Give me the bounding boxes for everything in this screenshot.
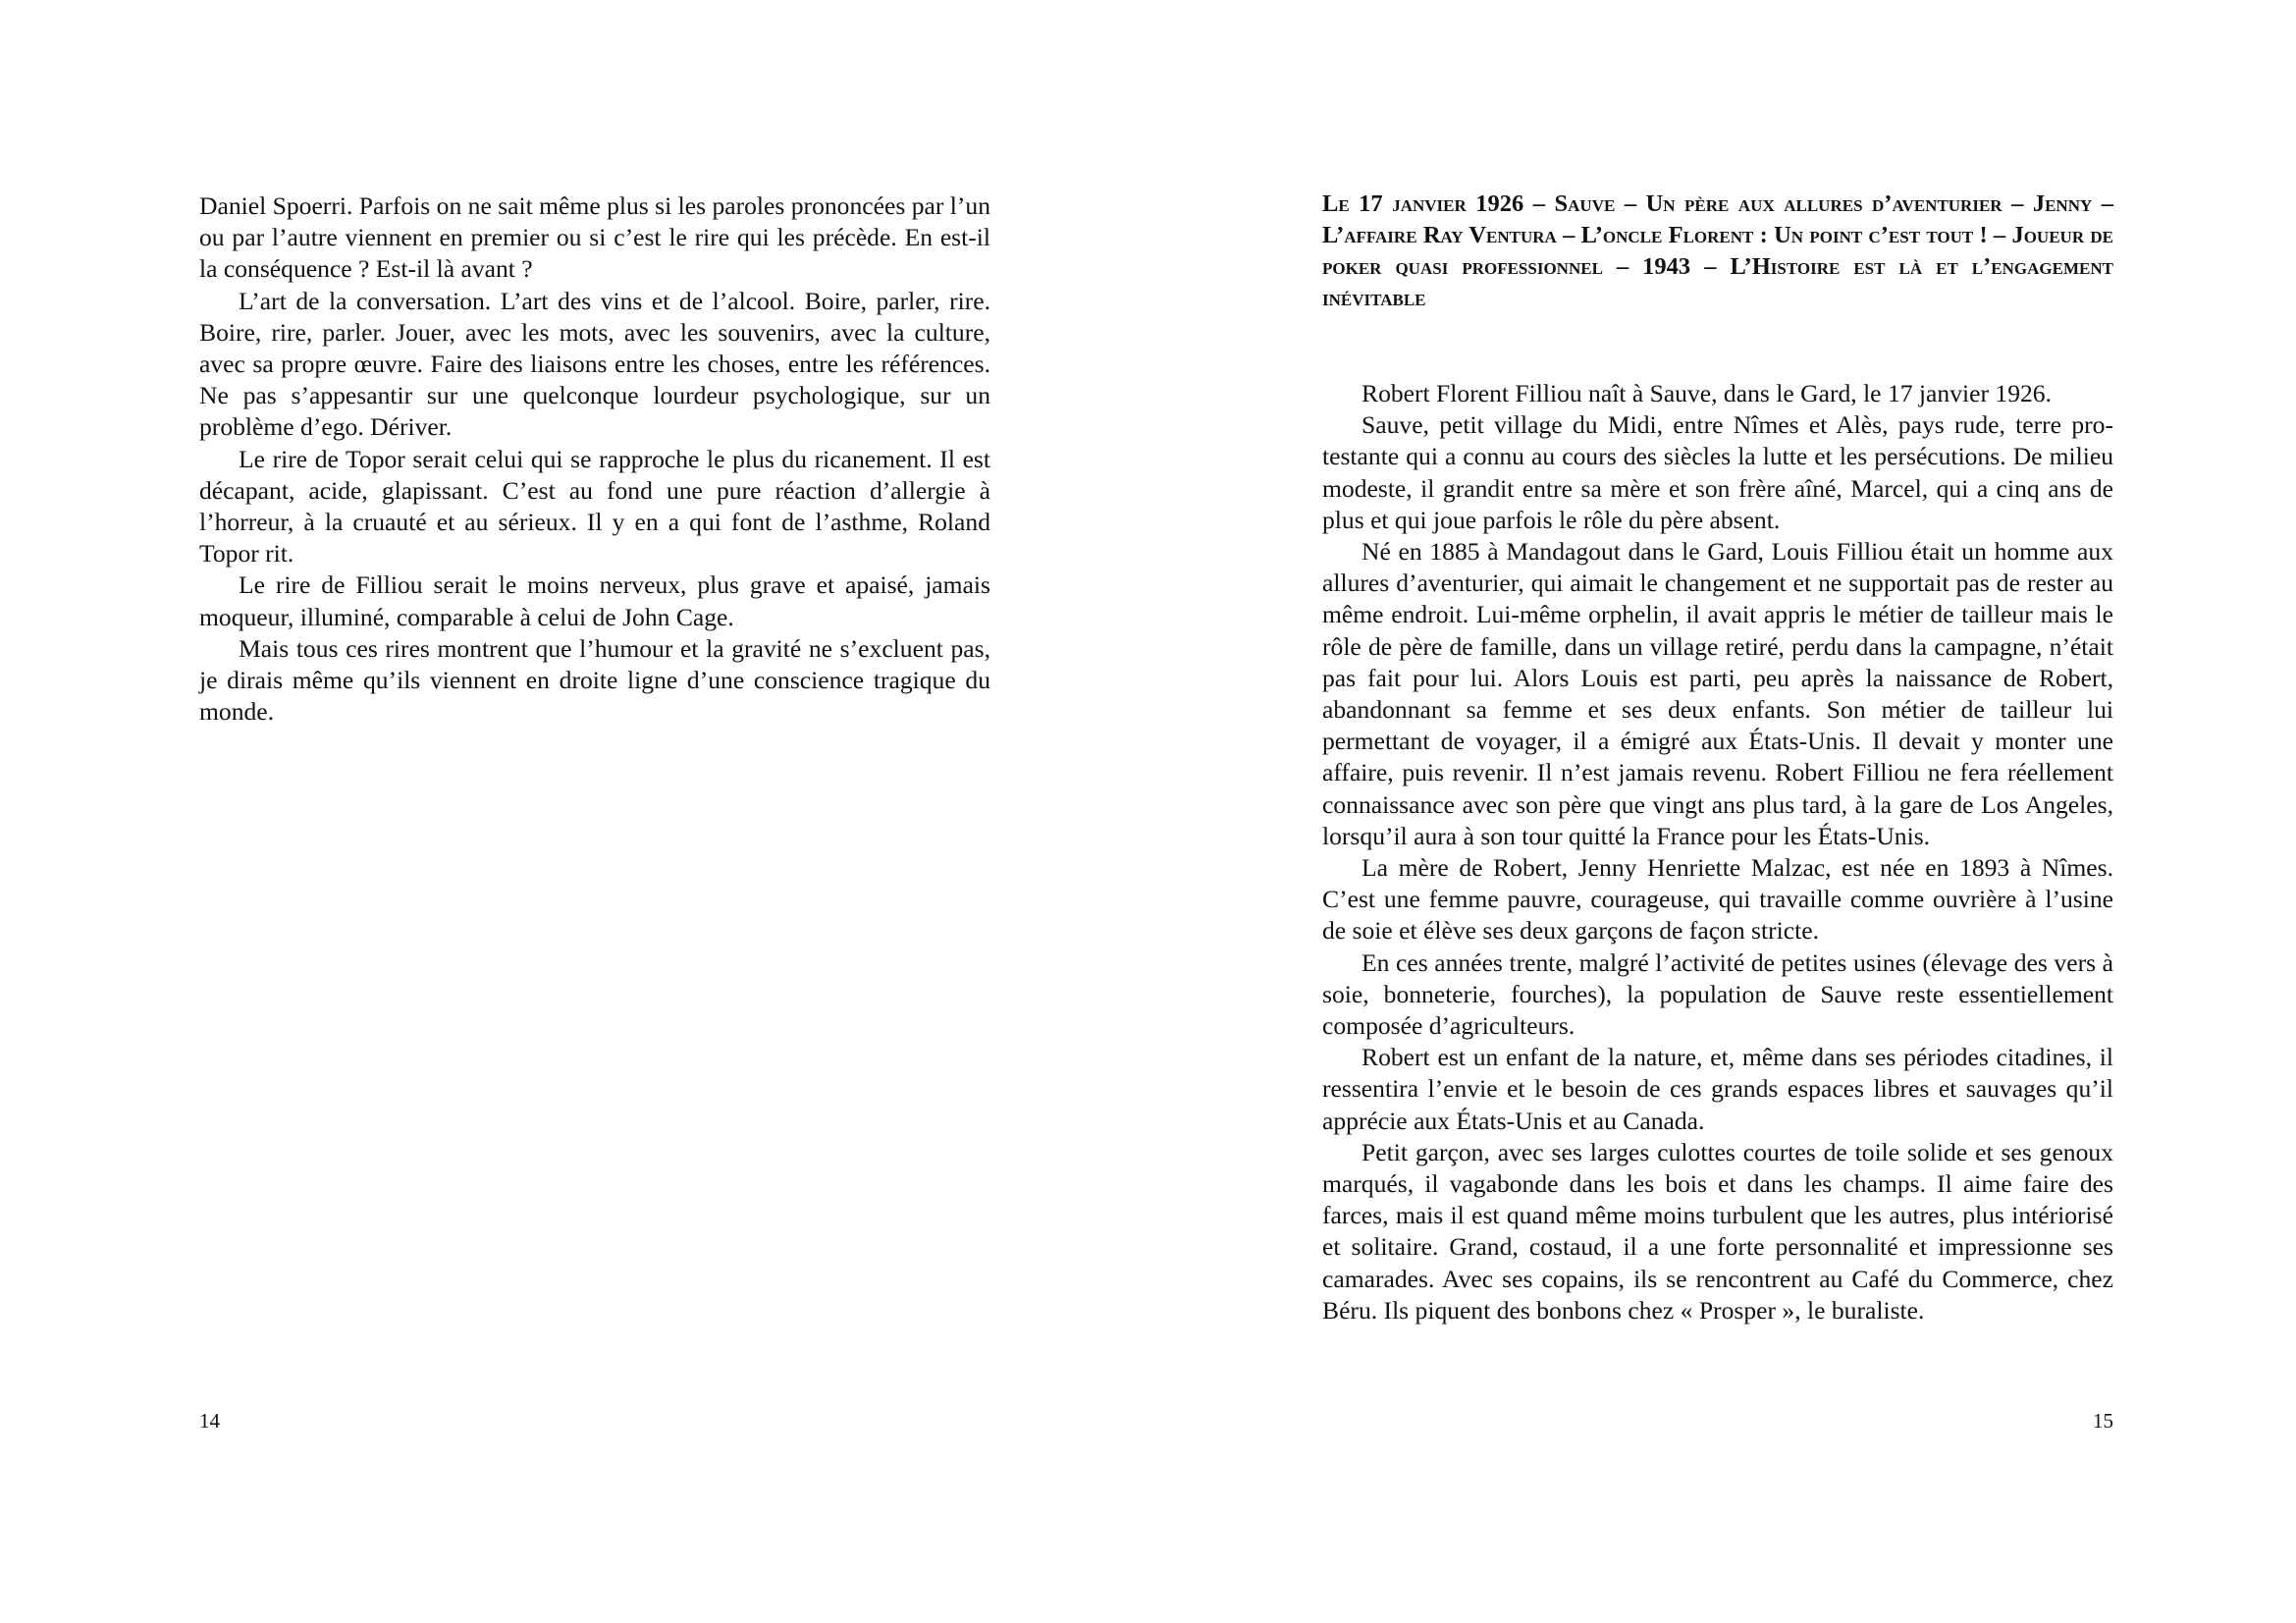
paragraph: Mais tous ces rires montrent que l’humour et la gravité ne s’excluent pas, je dirais même qu’ils viennent en droite ligne d’une conscience tragique du monde. [199,633,990,727]
page-number: 15 [2093,1409,2113,1433]
paragraph: Sauve, petit village du Midi, entre Nîmes et Alès, pays rude, terre protestante qui a connu au cours des siècles la lutte et les persécutions. De milieu modeste, il grandit entre sa mère et son frère aîné, Marcel, qui a cinq ans de plus et qui joue parfois le rôle du père absent. [1322,410,2113,534]
right-page-body [1322,378,2113,1326]
paragraph: La mère de Robert, Jenny Henriette Malzac, est née en 1893 à Nîmes. C’est une femme pauvre, courageuse, qui travaille comme ouvrière à l’usine de soie et élève ses deux garçons de façon stricte. [1322,853,2113,946]
paragraph: L’art de la conversation. L’art des vins et de l’alcool. Boire, parler, rire. Boire, rire, parler. Jouer, avec les mots, avec les souvenirs, avec la culture, avec sa propre œuvre. Faire des liaisons entre les choses, entre les références. Ne pas s’appesantir sur une quelconque lourdeur psychologique, sur un problème d’ego. Dériver. [199,286,990,442]
paragraph: Robert est un enfant de la nature, et, même dans ses périodes citadines, il ressentira l’envie et le besoin de ces grands espaces libres et sauvages qu’il apprécie aux États-Unis et au Canada. [1322,1043,2113,1135]
page-number: 14 [199,1409,220,1433]
paragraph: Né en 1885 à Mandagout dans le Gard, Louis Filliou était un homme aux allures d’aventurier, qui aimait le changement et ne supportait pas de rester au même endroit. Lui-même orphelin, il avait appris le métier de tailleur mais le rôle de père de famille, dans un village retiré, perdu dans la campagne, n’était pas fait pour lui. Alors Louis est parti, peu après la naissance de Robert, abandonnant sa femme et ses deux enfants. Son métier de tailleur lui permettant de voyager, il a émigré aux États-Unis. Il devait y monter une affaire, puis revenir. Il n’est jamais revenu. Robert Filliou ne fera réellement connaissance avec son père que vingt ans plus tard, à la gare de Los Angeles, lorsqu’il aura à son tour quitté la France pour les États-Unis. [1322,537,2113,850]
paragraph: Le rire de Topor serait celui qui se rapproche le plus du ricanement. Il est décapant, acide, glapissant. C’est au fond une pure réaction d’allergie à l’horreur, à la cruauté et au sérieux. Il y en a qui font de l’asthme, Roland Topor rit. [199,444,990,568]
paragraph: Petit garçon, avec ses larges culottes courtes de toile solide et ses genoux marqués, il vagabonde dans les bois et dans les champs. Il aime faire des farces, mais il est quand même moins turbulent que les autres, plus intériorisé et solitaire. Grand, costaud, il a une forte personnalité et impressionne ses camarades. Avec ses copains, ils se rencontrent au Café du Commerce, chez Béru. Ils piquent des bonbons chez « Prosper », le buraliste. [1322,1137,2113,1325]
paragraph: En ces années trente, malgré l’activité de petites usines (élevage des vers à soie, bonneterie, fourches), la population de Sauve reste essentiellement composée d’agriculteurs. [1322,947,2113,1041]
paragraph: Robert Florent Filliou naît à Sauve, dans le Gard, le 17 janvier 1926. [1362,379,2052,407]
left-page-body [199,190,990,728]
chapter-heading: Le 17 janvier 1926 – Sauve – Un père aux allures d’aventurier – Jenny – L’affaire Ray Ventura – L’oncle Florent : Un point c’est tout ! – Joueur de poker quasi professionnel – 1943 – L’Histoire est là et l’engagement inévitable [1322,190,2113,311]
paragraph: Daniel Spoerri. Parfois on ne sait même plus si les paroles prononcées par l’un ou par l’autre viennent en premier ou si c’est le rire qui les précède. En est-il la conséquence ? Est-il là avant ? [199,191,991,284]
paragraph: Le rire de Filliou serait le moins nerveux, plus grave et apaisé, jamais moqueur, illuminé, comparable à celui de John Cage. [199,570,990,631]
